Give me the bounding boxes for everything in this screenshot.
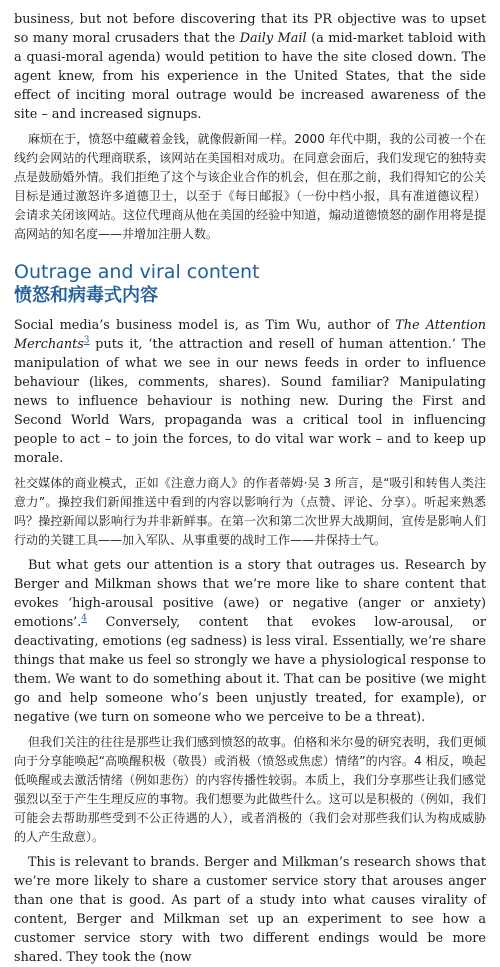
paragraph-3-en	[14, 556, 486, 727]
paragraph-4-en: This is relevant to brands. Berger and Milkman’s research shows that we’re more likely to share a customer service story that arouses anger than one that is good. As part of a study into what causes virality of content, Berger and Milkman set up an experiment to see how a customer service story with two different endings would be more shared. They took the (now	[14, 855, 486, 965]
footnote-link-4[interactable]: 4	[81, 613, 88, 624]
italic-title: Daily Mail	[239, 31, 307, 46]
footnote-link-3[interactable]: 3	[83, 335, 90, 346]
text-run: Social media’s business model is, as Tim Wu, author of	[14, 318, 396, 333]
section-heading-en: Outrage and viral content	[14, 261, 260, 283]
text-run: (a mid-market tabloid with a quasi-moral agenda) would petition to have the site closed down. The agent knew, from his experience in the United States, that the side effect of inciting moral outrage would be increased awareness of the site – and increased signups.	[14, 31, 486, 122]
text-run: But what gets our attention is a story that outrages us. Research by Berger and Milkman shows that we’re more like to share content that evokes ‘high-arousal positive (awe) or negative (anger or anxiety) emotions’.	[14, 558, 486, 630]
italic-title: The Attention Merchants	[14, 318, 486, 352]
text-run: business, but not before discovering that its PR objective was to upset so many moral crusaders that the	[14, 12, 486, 46]
text-run: Conversely, content that evokes low-arousal, or deactivating, emotions (eg sadness) is less viral. Essentially, we’re share things that make us feel so strongly we have a physiological response to them. We want to do something about it. That can be positive (we might go and help someone who’s been unjustly treated, for example), or negative (we turn on someone who we perceive to be a threat).	[14, 615, 486, 725]
paragraph-2-zh: 社交媒体的商业模式，正如《注意力商人》的作者蒂姆·吴 3 所言，是“吸引和转售人类注意力”。操控我们新闻推送中看到的内容以影响行为（点赞、评论、分享）。听起来熟悉吗？操控新闻以影响行为并非新鲜事。在第一次和第二次世界大战期间，宣传是影响人们行动的关键工具——加入军队、从事重要的战时工作——并保持士气。	[14, 476, 486, 547]
text-run: puts it, ‘the attraction and resell of human attention.’ The manipulation of what we see in our news feeds in order to influence behaviour (likes, comments, shares). Sound familiar? Manipulating news to influence behaviour is nothing new. During the First and Second World Wars, propaganda was a critical tool in influencing people to act – to join the forces, to do vital war work – and to keep up morale.	[14, 337, 486, 466]
paragraph-1-zh: 麻烦在于，愤怒中蕴藏着金钱，就像假新闻一样。2000 年代中期，我的公司被一个在线约会网站的代理商联系，该网站在美国相对成功。在同意会面后，我们发现它的独特卖点是鼓励婚外情。我们拒绝了这个与该企业合作的机会，但在那之前，我们得知它的公关目标是通过激怒许多道德卫士，以至于《每日邮报》（一份中档小报，具有准道德议程）会请求关闭该网站。这位代理商从他在美国的经验中知道，煽动道德愤怒的副作用将是提高网站的知名度——并增加注册人数。	[14, 132, 486, 241]
paragraph-1-en	[14, 10, 486, 124]
section-heading-zh: 愤怒和病毒式内容	[14, 285, 158, 306]
paragraph-3-zh: 但我们关注的往往是那些让我们感到愤怒的故事。伯格和米尔曼的研究表明，我们更倾向于分享能唤起“高唤醒积极（敬畏）或消极（愤怒或焦虑）情绪”的内容。4 相反，唤起低唤醒或去激活情绪（例如悲伤）的内容传播性较弱。本质上，我们分享那些让我们感觉强烈以至于产生生理反应的事物。我们想要为此做些什么。这可以是积极的（例如，我们可能会去帮助那些受到不公正待遇的人），或者消极的（我们会对那些我们认为构成威胁的人产生敌意）。	[14, 735, 486, 844]
paragraph-2-en	[14, 316, 486, 468]
